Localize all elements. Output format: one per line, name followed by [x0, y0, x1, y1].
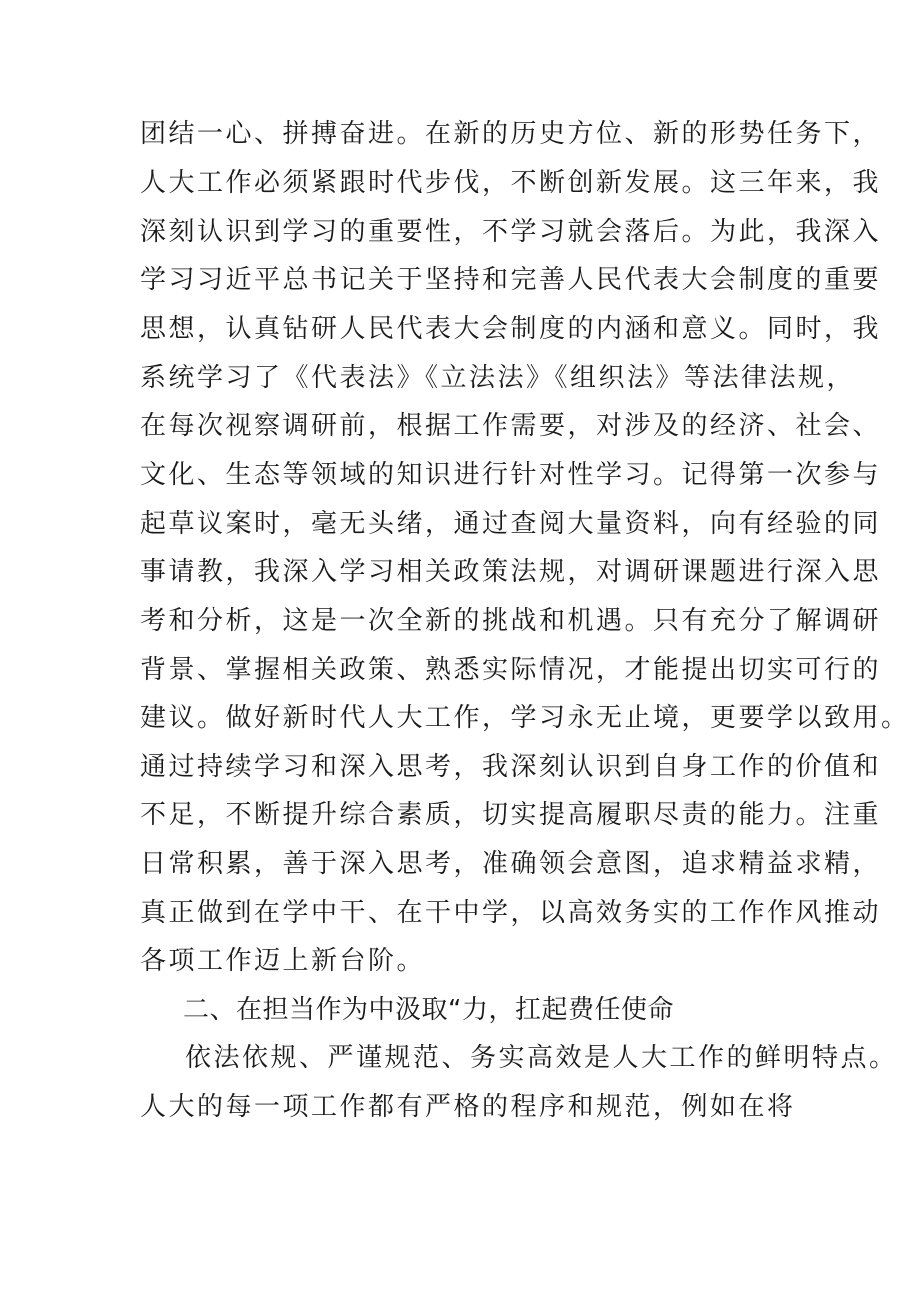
text-line: 日常积累，善于深入思考，准确领会意图，追求精益求精， — [140, 849, 882, 879]
text-line: 人大工作必须紧跟时代步伐，不断创新发展。这三年来，我 — [140, 168, 882, 198]
text-line: 文化、生态等领域的知识进行针对性学习。记得第一次参与 — [140, 460, 882, 490]
text-line: 起草议案时，毫无头绪，通过查阅大量资料，向有经验的同 — [140, 509, 882, 539]
text-line: 真正做到在学中干、在干中学，以高效务实的工作作风推动 — [140, 898, 882, 928]
text-line: 建议。做好新时代人大工作，学习永无止境，更要学以致用。 — [140, 703, 910, 733]
text-line: 团结一心、拼搏奋进。在新的历史方位、新的形势任务下， — [140, 119, 882, 149]
text-line: 思想，认真钻研人民代表大会制度的内涵和意义。同时，我 — [140, 314, 882, 344]
text-line: 深刻认识到学习的重要性，不学习就会落后。为此，我深入 — [140, 217, 882, 247]
text-line: 事请教，我深入学习相关政策法规，对调研课题进行深入思 — [140, 557, 882, 587]
text-line: 各项工作迈上新台阶。 — [140, 946, 426, 976]
text-line: 考和分析，这是一次全新的挑战和机遇。只有充分了解调研 — [140, 606, 882, 636]
text-line: 通过持续学习和深入思考，我深刻认识到自身工作的价值和 — [140, 752, 882, 782]
text-line: 不足，不断提升综合素质，切实提高履职尽责的能力。注重 — [140, 800, 882, 830]
text-line: 在每次视察调研前，根据工作需要，对涉及的经济、社会、 — [140, 411, 882, 441]
text-line: 依法依规、严谨规范、务实高效是人大工作的鲜明特点。 — [185, 1043, 898, 1073]
text-line: 人大的每一项工作都有严格的程序和规范，例如在将 — [140, 1092, 796, 1122]
text-line: 背景、掌握相关政策、熟悉实际情况，才能提出切实可行的 — [140, 655, 882, 685]
text-line: 学习习近平总书记关于坚持和完善人民代表大会制度的重要 — [140, 265, 882, 295]
text-line: 系统学习了《代表法》《立法法》《组织法》等法律法规， — [140, 363, 856, 393]
section-heading: 二、在担当作为中汲取“力，扛起费任使命 — [183, 995, 674, 1025]
